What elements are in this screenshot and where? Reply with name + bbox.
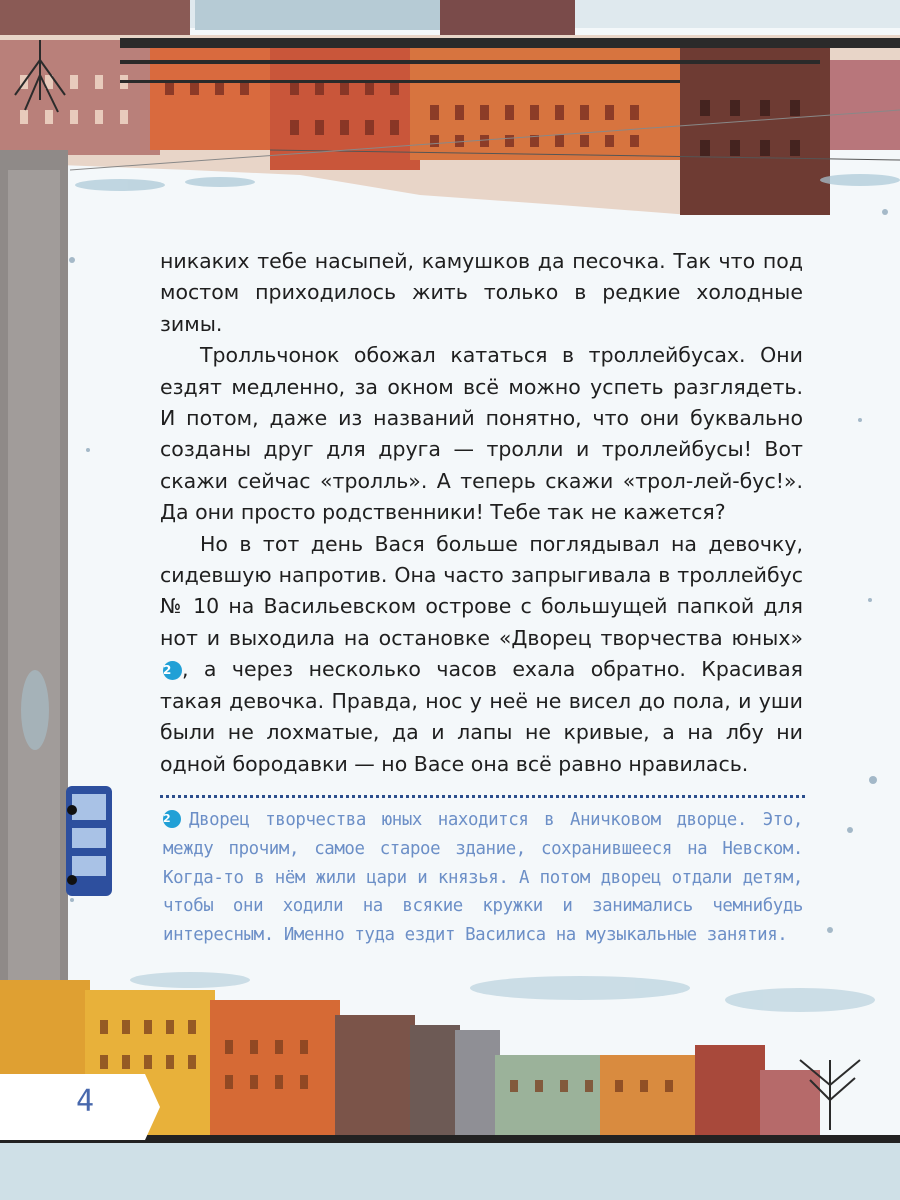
footnote [163, 806, 803, 950]
body-text [160, 246, 803, 780]
paragraph-1: никаких тебе насыпей, камушков да песочка. Так что под мостом приходилось жить только в редкие холодные зимы. [160, 249, 803, 336]
page-number: 4 [76, 1084, 95, 1119]
paragraph-3-part-2: , а через несколько часов ехала обратно. Красивая такая девочка. Правда, нос у неё не висел до пола, и уши были не лохматые, да и лапы не кривые, а на лбу ни одной бородавки — но Васе она всё равно нравилась. [160, 657, 803, 776]
footnote-reference-badge[interactable]: 2 [163, 661, 182, 680]
footnote-text: Дворец творчества юных находится в Аничковом дворце. Это, между прочим, самое старое здание, сохранившееся на Невском. Когда-то в нём жили цари и князья. А потом дворец отдали детям, чтобы они ходили на всякие кружки и занимались чемнибудь интересным. Именно туда ездит Василиса на музыкальные занятия. [163, 810, 803, 946]
paragraph-3 [160, 529, 803, 780]
footnote-divider [160, 795, 805, 798]
footnote-number-badge: 2 [163, 810, 181, 828]
paragraph-2: Тролльчонок обожал кататься в троллейбусах. Они ездят медленно, за окном всё можно успеть разглядеть. И потом, даже из названий понятно, что они буквально созданы друг для друга — тролли и троллейбусы! Вот скажи сейчас «тролль». А теперь скажи «трол-лей-бус!». Да они просто родственники! Тебе так не кажется? [160, 343, 803, 525]
paragraph-3-part-1: Но в тот день Вася больше поглядывал на девочку, сидевшую напротив. Она часто запрыгивала в троллейбус № 10 на Васильевском острове с большущей папкой для нот и выходила на остановке «Дворец творчества юных» [160, 531, 803, 650]
